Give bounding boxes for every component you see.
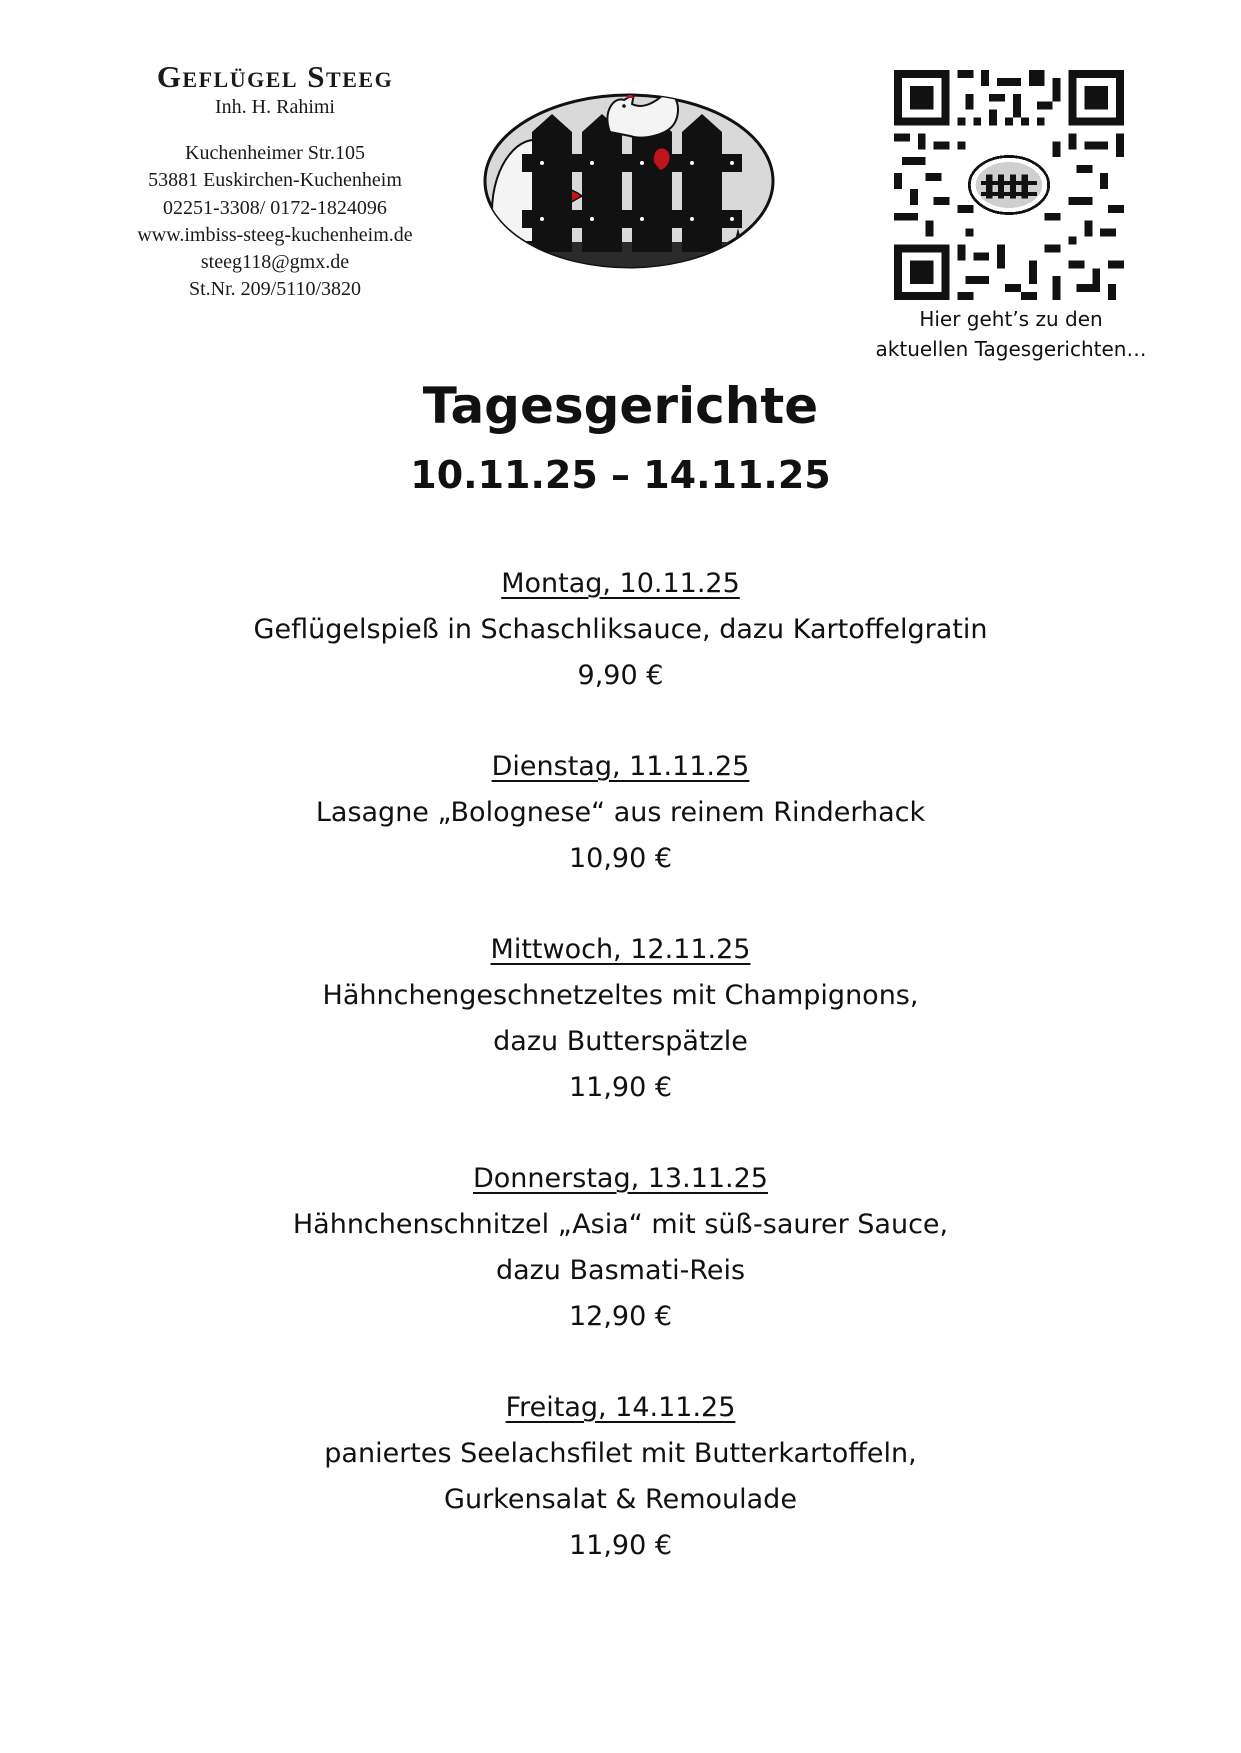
dish-description-continued: Gurkensalat & Remoulade — [444, 1484, 797, 1515]
tax-number: St.Nr. 209/5110/3820 — [188, 278, 362, 301]
dish-description: Geflügelspieß in Schaschliksauce, dazu Kartoffelgratin — [253, 614, 988, 645]
dish-description: Lasagne „Bolognese“ aus reinem Rinderhack — [315, 797, 926, 828]
day-heading: Montag, 10.11.25 — [501, 568, 740, 599]
dish-description-continued: dazu Butterspätzle — [493, 1026, 748, 1057]
dish-price: 11,90 € — [568, 1072, 673, 1103]
dish-price: 11,90 € — [568, 1530, 673, 1561]
address-city: 53881 Euskirchen-Kuchenheim — [148, 169, 402, 192]
dish-description: Hähnchenschnitzel „Asia“ mit süß-saurer Sauce, — [292, 1209, 949, 1240]
dish-price: 9,90 € — [577, 660, 664, 691]
qr-caption-line-2: aktuellen Tagesgerichten… — [875, 337, 1147, 361]
business-info — [110, 58, 440, 303]
logo-image — [482, 92, 776, 270]
menu-day-monday — [0, 561, 1241, 699]
address-street: Kuchenheimer Str.105 — [185, 142, 365, 165]
website-text: www.imbiss-steeg-kuchenheim.de — [137, 223, 413, 246]
qr-code-image[interactable] — [894, 70, 1124, 300]
qr-caption — [846, 304, 1176, 364]
day-heading: Freitag, 14.11.25 — [505, 1392, 736, 1423]
menu-day-tuesday — [0, 744, 1241, 882]
business-owner: Inh. H. Rahimi — [215, 96, 335, 119]
dish-price: 10,90 € — [568, 843, 673, 874]
daily-menu — [0, 561, 1241, 1614]
business-name: Geflügel Steeg — [156, 59, 394, 94]
dish-description: paniertes Seelachsfilet mit Butterkartoffeln, — [324, 1438, 917, 1469]
page-title: Tagesgerichte — [422, 377, 819, 435]
day-heading: Dienstag, 11.11.25 — [491, 751, 750, 782]
dish-price: 12,90 € — [568, 1301, 673, 1332]
day-heading: Donnerstag, 13.11.25 — [473, 1163, 768, 1194]
menu-day-friday — [0, 1385, 1241, 1569]
dish-description-continued: dazu Basmati-Reis — [495, 1255, 746, 1286]
qr-caption-line-1: Hier geht’s zu den — [919, 307, 1103, 331]
date-range: 10.11.25 – 14.11.25 — [410, 453, 831, 497]
phone-numbers: 02251-3308/ 0172-1824096 — [163, 196, 387, 219]
dish-description: Hähnchengeschnetzeltes mit Champignons, — [322, 980, 919, 1011]
menu-day-wednesday — [0, 927, 1241, 1111]
email-text: steeg118@gmx.de — [200, 250, 350, 273]
day-heading: Mittwoch, 12.11.25 — [490, 934, 751, 965]
menu-day-thursday — [0, 1156, 1241, 1340]
